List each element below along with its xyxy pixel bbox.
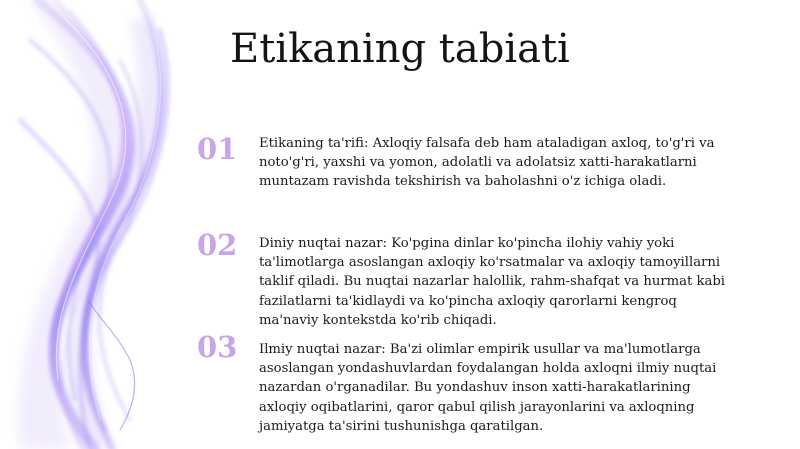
item-number-03: 03 bbox=[197, 330, 238, 364]
purple-smoke-decoration bbox=[0, 0, 215, 449]
item-text-01: Etikaning ta'rifi: Axloqiy falsafa deb ham ataladigan axloq, to'g'ri va noto'g'ri, yaxshi va yomon, adolatli va adolatsiz xatti-harakatlarni muntazam ravishda tekshirish va baholashni o'z ichiga oladi. bbox=[259, 136, 715, 190]
item-text-02: Diniy nuqtai nazar: Ko'pgina dinlar ko'pincha ilohiy vahiy yoki ta'limotlarga asoslangan axloqiy ko'rsatmalar va axloqiy tamoyillarni taklif qiladi. Bu nuqtai nazarlar halollik, rahm-shafqat va hurmat kabi fazilatlarni ta'kidlaydi va ko'pincha axloqiy qarorlarni kengroq ma'naviy kontekstda ko'rib chiqadi. bbox=[259, 236, 725, 328]
item-number-02: 02 bbox=[197, 228, 238, 262]
item-text-03: Ilmiy nuqtai nazar: Ba'zi olimlar empirik usullar va ma'lumotlarga asoslangan yondashuvlardan foydalangan holda axloqni ilmiy nuqtai nazardan o'rganadilar. Bu yondashuv inson xatti-harakatlarining axloqiy oqibatlarini, qaror qabul qilish jarayonlarini va axloqning jamiyatga ta'sirini tushunishga qaratilgan. bbox=[259, 342, 717, 434]
slide-title: Etikaning tabiati bbox=[230, 26, 570, 72]
item-number-01: 01 bbox=[197, 132, 238, 166]
